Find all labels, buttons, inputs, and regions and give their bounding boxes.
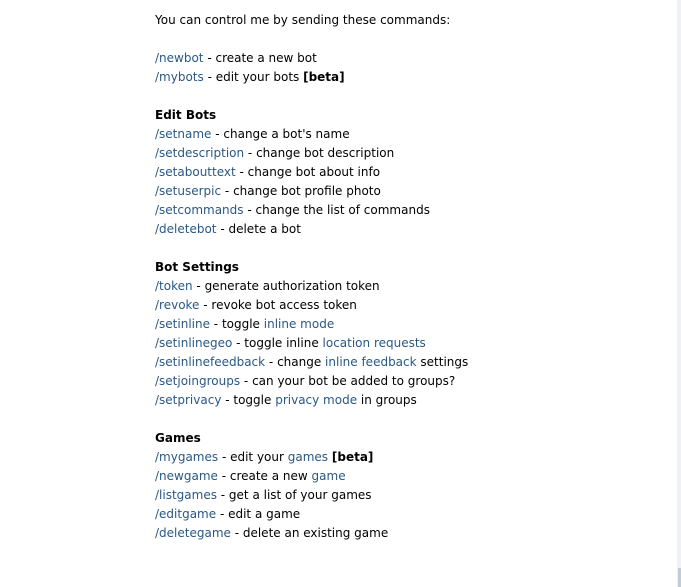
setcommands-link[interactable]: /setcommands: [155, 203, 244, 217]
setprivacy-after: in groups: [357, 393, 417, 407]
inline-feedback-link[interactable]: inline feedback: [325, 355, 417, 369]
command-setinlinegeo: [155, 334, 665, 353]
newgame-desc: - create a new: [217, 469, 312, 483]
command-setuserpic: [155, 182, 665, 201]
command-newbot: [155, 49, 665, 68]
command-setcommands: [155, 201, 665, 220]
newbot-desc: - create a new bot: [203, 51, 317, 65]
location-requests-link[interactable]: location requests: [322, 336, 426, 350]
edit-bots-heading: Edit Bots: [155, 108, 217, 122]
setabouttext-link[interactable]: /setabouttext: [155, 165, 236, 179]
setinlinegeo-desc: - toggle inline: [232, 336, 323, 350]
bot-settings-heading: Bot Settings: [155, 260, 239, 274]
setabouttext-desc: - change bot about info: [235, 165, 381, 179]
setinlinefeedback-link[interactable]: /setinlinefeedback: [155, 355, 266, 369]
setinlinefeedback-desc: - change: [265, 355, 326, 369]
setjoingroups-desc: - can your bot be added to groups?: [240, 374, 456, 388]
setuserpic-desc: - change bot profile photo: [221, 184, 381, 198]
spacer: [155, 239, 665, 258]
command-setinline: [155, 315, 665, 334]
deletegame-link[interactable]: /deletegame: [155, 526, 231, 540]
mybots-desc: - edit your bots: [203, 70, 304, 84]
command-setdescription: [155, 144, 665, 163]
setname-desc: - change a bot's name: [211, 127, 350, 141]
scrollbar-track[interactable]: [677, 0, 681, 587]
newbot-link[interactable]: /newbot: [155, 51, 204, 65]
deletebot-link[interactable]: /deletebot: [155, 222, 217, 236]
command-setinlinefeedback: [155, 353, 665, 372]
setprivacy-desc: - toggle: [221, 393, 276, 407]
beta-badge: [beta]: [303, 70, 345, 84]
setcommands-desc: - change the list of commands: [243, 203, 430, 217]
games-link[interactable]: games: [287, 450, 329, 464]
command-editgame: [155, 505, 665, 524]
editgame-link[interactable]: /editgame: [155, 507, 217, 521]
game-link[interactable]: game: [311, 469, 346, 483]
intro-text: You can control me by sending these commands:: [155, 13, 451, 27]
mybots-link[interactable]: /mybots: [155, 70, 204, 84]
setdescription-desc: - change bot description: [244, 146, 395, 160]
newgame-link[interactable]: /newgame: [155, 469, 218, 483]
command-setabouttext: [155, 163, 665, 182]
setprivacy-link[interactable]: /setprivacy: [155, 393, 222, 407]
setinline-link[interactable]: /setinline: [155, 317, 210, 331]
listgames-link[interactable]: /listgames: [155, 488, 217, 502]
mygames-desc: - edit your: [218, 450, 288, 464]
revoke-link[interactable]: /revoke: [155, 298, 200, 312]
spacer: [155, 87, 665, 106]
token-link[interactable]: /token: [155, 279, 193, 293]
mygames-link[interactable]: /mygames: [155, 450, 219, 464]
setinlinefeedback-after: settings: [416, 355, 469, 369]
command-deletebot: [155, 220, 665, 239]
setinlinegeo-link[interactable]: /setinlinegeo: [155, 336, 233, 350]
bot-message: [155, 11, 665, 543]
setname-link[interactable]: /setname: [155, 127, 212, 141]
revoke-desc: - revoke bot access token: [199, 298, 357, 312]
deletegame-desc: - delete an existing game: [230, 526, 389, 540]
command-setjoingroups: [155, 372, 665, 391]
command-token: [155, 277, 665, 296]
command-deletegame: [155, 524, 665, 543]
inline-mode-link[interactable]: inline mode: [263, 317, 335, 331]
deletebot-desc: - delete a bot: [216, 222, 301, 236]
spacer: [155, 410, 665, 429]
command-mygames: [155, 448, 665, 467]
setdescription-link[interactable]: /setdescription: [155, 146, 245, 160]
games-heading: Games: [155, 431, 201, 445]
privacy-mode-link[interactable]: privacy mode: [275, 393, 358, 407]
token-desc: - generate authorization token: [192, 279, 380, 293]
editgame-desc: - edit a game: [216, 507, 301, 521]
command-mybots: [155, 68, 665, 87]
command-newgame: [155, 467, 665, 486]
setjoingroups-link[interactable]: /setjoingroups: [155, 374, 241, 388]
spacer: [155, 30, 665, 49]
command-setprivacy: [155, 391, 665, 410]
command-listgames: [155, 486, 665, 505]
setinline-desc: - toggle: [209, 317, 264, 331]
listgames-desc: - get a list of your games: [216, 488, 372, 502]
beta-badge: [beta]: [331, 450, 374, 464]
command-setname: [155, 125, 665, 144]
setuserpic-link[interactable]: /setuserpic: [155, 184, 222, 198]
command-revoke: [155, 296, 665, 315]
